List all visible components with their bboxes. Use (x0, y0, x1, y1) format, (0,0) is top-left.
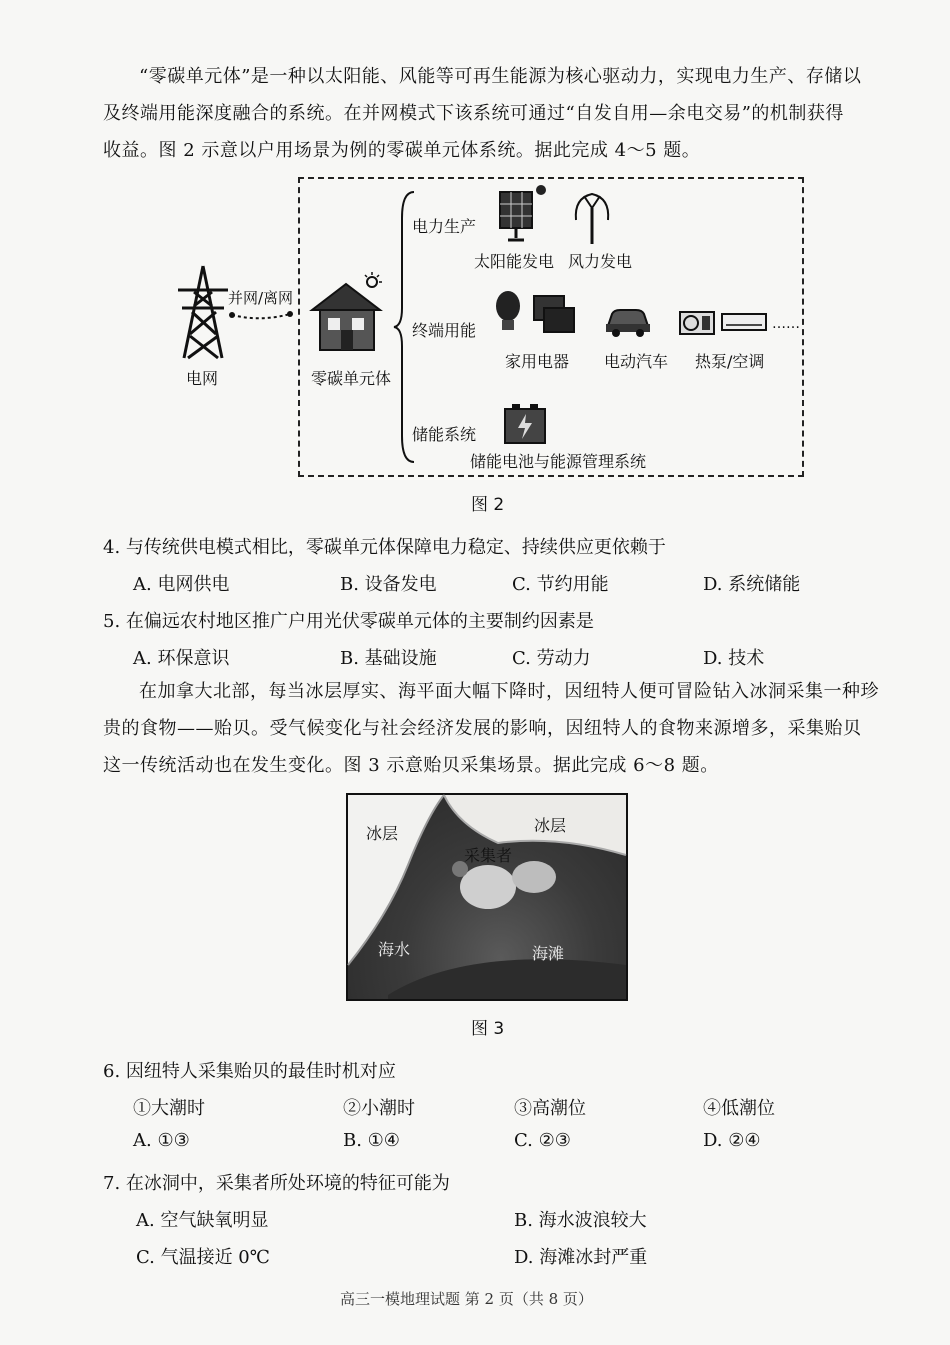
q7-option-a[interactable]: A. 空气缺氧明显 (136, 1210, 269, 1231)
branch-production-label: 电力生产 (412, 217, 477, 236)
wind-turbine-icon (570, 190, 614, 246)
intro-paragraph-2 (103, 673, 879, 784)
question-7-stem: 7. 在冰洞中，采集者所处环境的特征可能为 (103, 1173, 450, 1194)
battery-icon (502, 402, 548, 446)
q5-option-c[interactable]: C. 劳动力 (512, 648, 591, 669)
footer-text: 高三一模地理试题 第 2 页（共 8 页） (340, 1290, 593, 1308)
q6-option-b[interactable]: B. ①④ (343, 1130, 400, 1151)
ice-layer-left-label: 冰层 (366, 824, 399, 843)
question-4-stem: 4. 与传统供电模式相比，零碳单元体保障电力稳定、持续供应更依赖于 (103, 537, 666, 558)
q7-option-b[interactable]: B. 海水波浪较大 (514, 1210, 647, 1231)
intro1-line-3: 收益。图 2 示意以户用场景为例的零碳单元体系统。据此完成 4～5 题。 (103, 140, 701, 161)
solar-label: 太阳能发电 (474, 252, 555, 271)
q6-option-c[interactable]: C. ②③ (514, 1130, 571, 1151)
battery-label: 储能电池与能源管理系统 (470, 452, 647, 471)
power-tower-icon (172, 262, 234, 362)
intro-paragraph-1 (103, 58, 875, 169)
q5-option-a[interactable]: A. 环保意识 (133, 648, 230, 669)
intro1-line-2: 及终端用能深度融合的系统。在并网模式下该系统可通过“自发自用—余电交易”的机制获得 (103, 103, 844, 124)
q6-item-3: ③高潮位 (514, 1098, 586, 1119)
intro2-line-1: 在加拿大北部，每当冰层厚实、海平面大幅下降时，因纽特人便可冒险钻入冰洞采集一种珍 (139, 681, 879, 702)
q5-option-b[interactable]: B. 基础设施 (340, 648, 437, 669)
q4-option-b[interactable]: B. 设备发电 (340, 574, 437, 595)
grid-link-line (228, 306, 294, 324)
q4-option-a[interactable]: A. 电网供电 (133, 574, 230, 595)
solar-panel-icon (496, 182, 550, 244)
intro2-line-3: 这一传统活动也在发生变化。图 3 示意贻贝采集场景。据此完成 6～8 题。 (103, 755, 719, 776)
q4-option-c[interactable]: C. 节约用能 (512, 574, 609, 595)
q4-option-d[interactable]: D. 系统储能 (703, 574, 801, 595)
ev-label: 电动汽车 (604, 352, 669, 371)
collector-label: 采集者 (464, 846, 513, 865)
question-5-stem: 5. 在偏远农村地区推广户用光伏零碳单元体的主要制约因素是 (103, 611, 594, 632)
seawater-label: 海水 (378, 940, 411, 959)
figure-3-caption: 图 3 (471, 1019, 505, 1039)
heat-pump-ac-icon (678, 310, 768, 336)
house-icon (308, 272, 386, 354)
mussel-collecting-photo (346, 793, 628, 1001)
q6-option-d[interactable]: D. ②④ (703, 1130, 761, 1151)
electric-car-icon (604, 304, 652, 338)
grid-link-label: 并网/离网 (228, 289, 294, 307)
q7-option-d[interactable]: D. 海滩冰封严重 (514, 1247, 648, 1268)
intro2-line-2: 贵的食物——贻贝。受气候变化与社会经济发展的影响，因纽特人的食物来源增多，采集贻贝 (103, 718, 862, 739)
more-ellipsis: …… (772, 316, 800, 332)
heatpump-label: 热泵/空调 (695, 352, 765, 371)
ice-layer-right-label: 冰层 (534, 816, 567, 835)
q6-item-2: ②小潮时 (343, 1098, 415, 1119)
intro1-line-1: “零碳单元体”是一种以太阳能、风能等可再生能源为核心驱动力，实现电力生产、存储以 (139, 66, 862, 87)
branch-storage-label: 储能系统 (412, 425, 477, 444)
q6-item-1: ①大潮时 (133, 1098, 205, 1119)
branch-end-use-label: 终端用能 (412, 321, 477, 340)
appliances-label: 家用电器 (505, 352, 570, 371)
q7-option-c[interactable]: C. 气温接近 0℃ (136, 1247, 270, 1268)
q5-option-d[interactable]: D. 技术 (703, 648, 765, 669)
unit-label: 零碳单元体 (311, 369, 392, 388)
home-appliances-icon (492, 288, 578, 338)
beach-label: 海滩 (532, 944, 565, 963)
wind-label: 风力发电 (568, 252, 633, 271)
grid-label: 电网 (186, 369, 219, 388)
question-6-stem: 6. 因纽特人采集贻贝的最佳时机对应 (103, 1061, 396, 1082)
figure-2-caption: 图 2 (471, 495, 505, 515)
q6-option-a[interactable]: A. ①③ (133, 1130, 190, 1151)
page-footer (340, 1286, 640, 1308)
q6-item-4: ④低潮位 (703, 1098, 775, 1119)
